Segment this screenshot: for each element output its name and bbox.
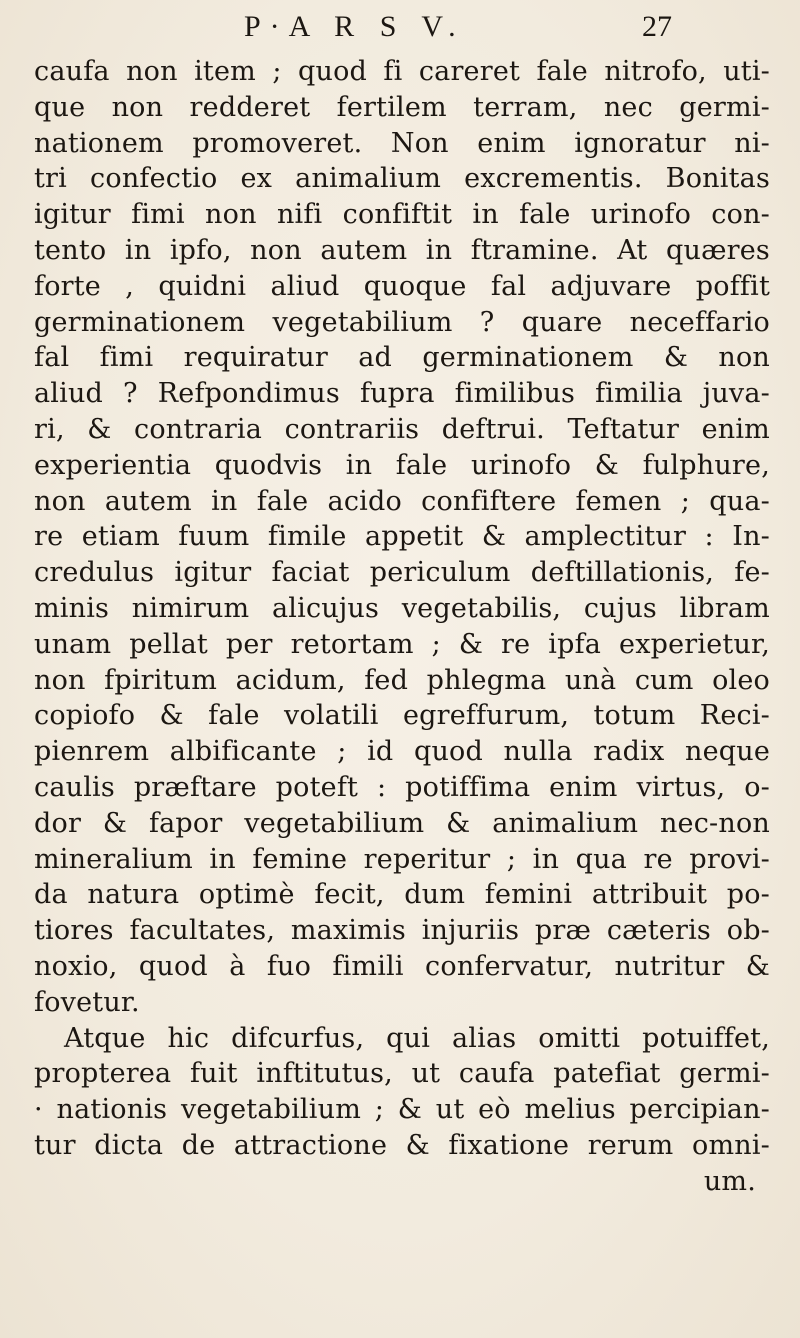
text-line: tri confectio ex animalium excrementis. Bonitas xyxy=(34,163,770,195)
text-line: caufa non item ; quod fi careret fale nitrofo, uti- xyxy=(34,56,770,87)
text-line: da natura optimè fecit, dum femini attribuit po- xyxy=(34,879,770,911)
text-line: dor & fapor vegetabilium & animalium nec-non xyxy=(34,807,770,839)
text-line: um. xyxy=(703,1165,756,1197)
running-head: P·A R S V. xyxy=(244,10,465,43)
text-line: ri, & contraria contrariis deftrui. Teftatur enim xyxy=(34,413,770,445)
text-line: noxio, quod à fuo fimili confervatur, nutritur & xyxy=(34,950,770,982)
text-line: Atque hic difcurfus, qui alias omitti potuiffet, xyxy=(64,1022,770,1054)
text-line: aliud ? Refpondimus fupra fimilibus fimilia juva- xyxy=(34,378,770,410)
text-line: · nationis vegetabilium ; & ut eò melius percipian- xyxy=(34,1094,770,1126)
text-line: credulus igitur faciat periculum deftillationis, fe- xyxy=(34,557,770,589)
body-text xyxy=(34,54,770,1200)
text-line: copiofo & fale volatili egreffurum, totum Reci- xyxy=(34,700,770,732)
text-line: fal fimi requiratur ad germinationem & non xyxy=(34,342,770,374)
text-line: experientia quodvis in fale urinofo & fulphure, xyxy=(34,449,770,481)
text-line: pienrem albificante ; id quod nulla radix neque xyxy=(34,736,770,768)
page-header xyxy=(0,4,800,54)
text-line: non fpiritum acidum, fed phlegma unà cum oleo xyxy=(34,664,770,696)
text-line: tiores facultates, maximis injuriis præ cæteris ob- xyxy=(34,915,770,947)
page-number: 27 xyxy=(642,10,672,43)
text-line: igitur fimi non nifi confiftit in fale urinofo con- xyxy=(34,199,770,231)
text-line: propterea fuit inftitutus, ut caufa patefiat germi- xyxy=(34,1058,770,1090)
text-line: non autem in fale acido confiftere femen ; qua- xyxy=(34,485,770,517)
text-line: mineralium in femine reperitur ; in qua re provi- xyxy=(34,843,770,875)
text-line: tento in ipfo, non autem in ftramine. At quæres xyxy=(34,234,770,266)
text-line: fovetur. xyxy=(34,986,140,1018)
text-line: germinationem vegetabilium ? quare neceffario xyxy=(34,306,770,338)
text-line: caulis præftare poteft : potiffima enim virtus, o- xyxy=(34,771,770,803)
text-line: que non redderet fertilem terram, nec germi- xyxy=(34,91,770,123)
text-line: tur dicta de attractione & fixatione rerum omni- xyxy=(34,1129,770,1161)
text-line: re etiam fuum fimile appetit & amplectitur : In- xyxy=(34,521,770,553)
text-line: minis nimirum alicujus vegetabilis, cujus libram xyxy=(34,592,770,624)
text-line: forte , quidni aliud quoque fal adjuvare poffit xyxy=(34,270,770,302)
text-line: unam pellat per retortam ; & re ipfa experietur, xyxy=(34,628,770,660)
text-line: nationem promoveret. Non enim ignoratur ni- xyxy=(34,127,770,159)
